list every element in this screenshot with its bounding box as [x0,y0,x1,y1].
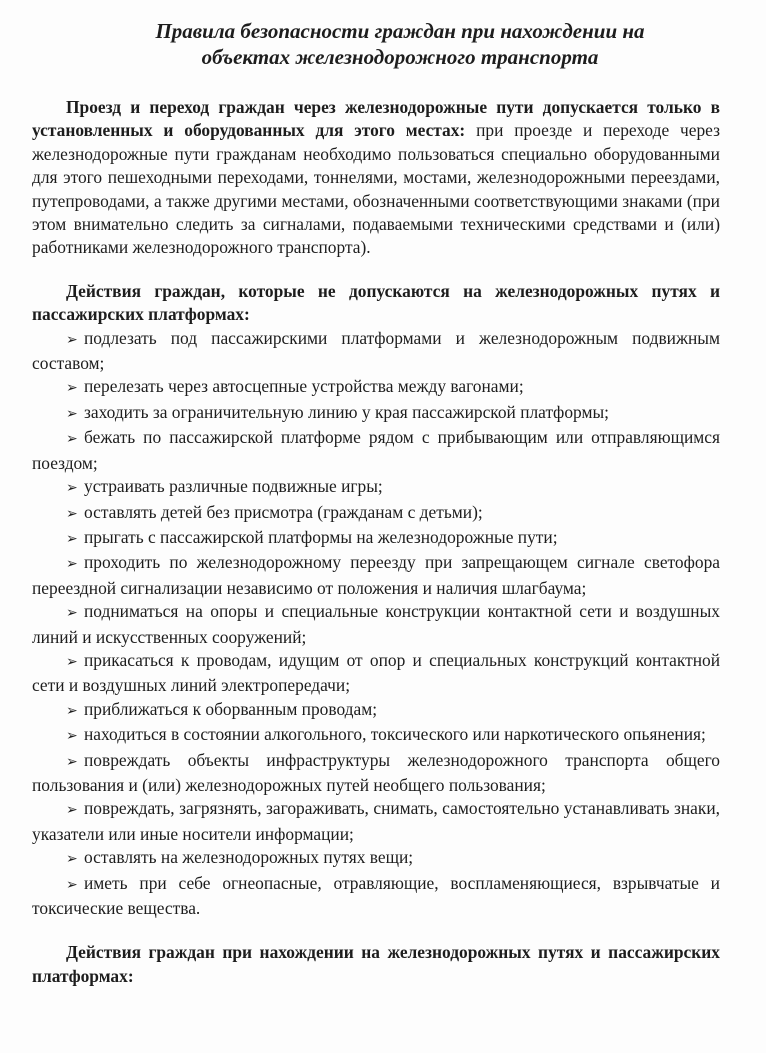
list-item [32,846,720,871]
list-item-text: оставлять детей без присмотра (гражданам с детьми); [84,501,483,522]
arrow-bullet-icon: ➢ [66,851,78,868]
list-item [32,649,720,698]
spacer [32,920,720,941]
arrow-bullet-icon: ➢ [66,876,78,893]
list-item [32,327,720,376]
document-body [32,96,720,988]
section-heading-actions: Действия граждан при нахождении на железнодорожных путях и пассажирских платформах: [32,942,720,986]
list-item [32,797,720,846]
arrow-bullet-icon: ➢ [66,530,78,547]
list-item [32,551,720,600]
arrow-bullet-icon: ➢ [66,431,78,448]
spacer [32,260,720,280]
list-item [32,501,720,526]
arrow-bullet-icon: ➢ [66,505,78,522]
intro-bold-lead: Проезд и переход граждан через железнодорожные пути допускается только в установленных и оборудованных для этого местах: [32,97,720,141]
list-item [32,426,720,475]
list-item-text: заходить за ограничительную линию у края пассажирской платформы; [84,401,609,422]
arrow-bullet-icon: ➢ [66,702,78,719]
list-item [32,872,720,921]
list-item [32,401,720,426]
arrow-bullet-icon: ➢ [66,653,78,670]
arrow-bullet-icon: ➢ [66,380,78,397]
list-item-text: перелезать через автосцепные устройства между вагонами; [84,376,524,397]
arrow-bullet-icon: ➢ [66,728,78,745]
list-item [32,749,720,798]
list-item [32,475,720,500]
list-item-text: приближаться к оборванным проводам; [84,698,378,719]
list-item-text: устраивать различные подвижные игры; [84,476,383,497]
list-item [32,375,720,400]
list-item-text: повреждать, загрязнять, загораживать, снимать, самостоятельно устанавливать знаки, указатели или иные носители информации; [32,798,720,844]
arrow-bullet-icon: ➢ [66,405,78,422]
list-item-text: находиться в состоянии алкогольного, токсического или наркотического опьянения; [84,724,706,745]
title-line-1: Правила безопасности граждан при нахождении на [155,19,645,43]
list-item [32,698,720,723]
list-item-text: подлезать под пассажирскими платформами и железнодорожным подвижным составом; [32,327,720,374]
arrow-bullet-icon: ➢ [66,480,78,497]
list-item [32,600,720,649]
intro-paragraph [32,96,720,260]
list-item-text: подниматься на опоры и специальные конструкции контактной сети и воздушных линий и искусственных сооружений; [32,601,720,647]
section-heading-prohibited: Действия граждан, которые не допускаются на железнодорожных путях и пассажирских платформах: [32,280,720,325]
list-item-text: оставлять на железнодорожных путях вещи; [84,847,414,868]
list-item-text: проходить по железнодорожному переезду при запрещающем сигнале светофора переездной сигнализации независимо от положения и наличия шлагбаума; [32,552,720,598]
prohibited-actions-list [32,327,720,921]
intro-text: при проезде и переходе через железнодорожные пути гражданам необходимо пользоваться специально оборудованными для этого пешеходными переходами, тоннелями, мостами, железнодорожными переездами, путепроводами, а также другими местами, обозначенными соответствующими знаками (при этом внимательно следить за сигналами, подаваемыми техническими средствами и (или) работниками железнодорожного транспорта). [32,120,720,258]
title-line-2: объектах железнодорожного транспорта [201,45,599,69]
arrow-bullet-icon: ➢ [66,331,78,348]
list-item-text: бежать по пассажирской платформе рядом с прибывающим или отправляющимся поездом; [32,427,720,473]
document-title [40,18,760,70]
list-item-text: прыгать с пассажирской платформы на железнодорожные пути; [84,526,558,547]
list-item-text: иметь при себе огнеопасные, отравляющие, воспламеняющиеся, взрывчатые и токсические вещества. [32,872,720,918]
arrow-bullet-icon: ➢ [66,802,78,819]
list-item [32,723,720,748]
arrow-bullet-icon: ➢ [66,753,78,770]
arrow-bullet-icon: ➢ [66,605,78,622]
list-item [32,526,720,551]
arrow-bullet-icon: ➢ [66,556,78,573]
list-item-text: прикасаться к проводам, идущим от опор и специальных конструкций контактной сети и воздушных линий электропередачи; [32,649,720,696]
list-item-text: повреждать объекты инфраструктуры железнодорожного транспорта общего пользования и (или) железнодорожных путей необщего пользования; [32,749,720,795]
